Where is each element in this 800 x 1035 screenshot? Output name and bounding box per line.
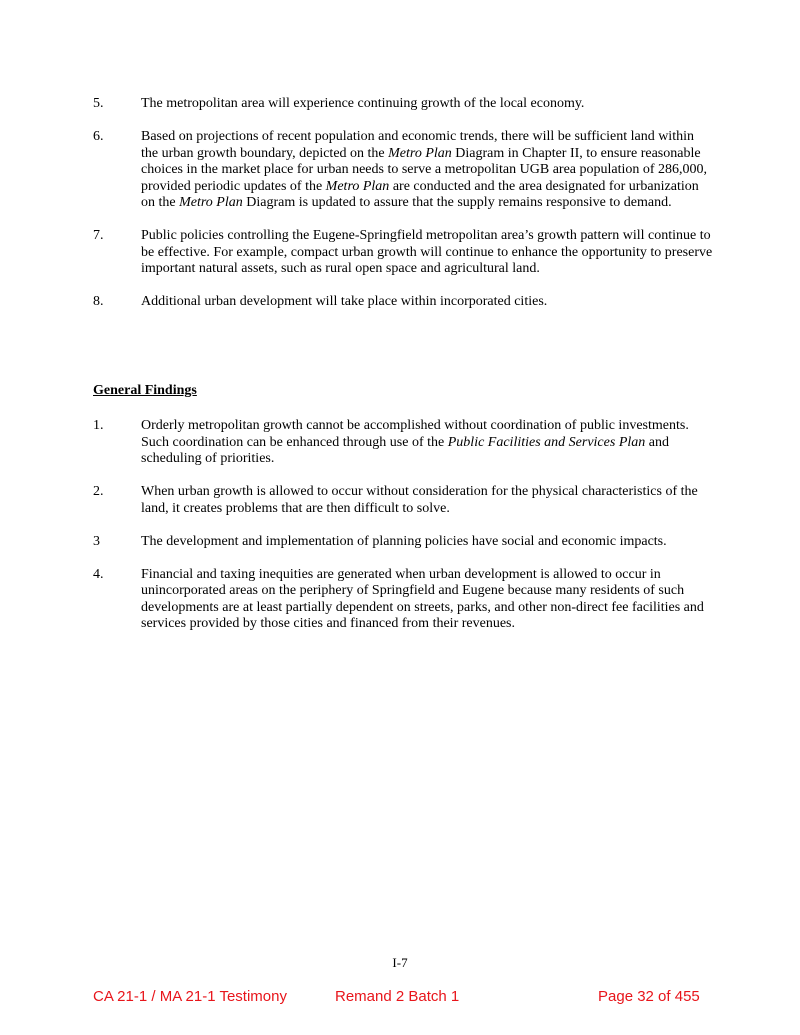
finding-item xyxy=(93,534,713,551)
finding-item xyxy=(93,567,713,633)
finding-item-number: 2. xyxy=(93,484,104,499)
finding-item-number: 4. xyxy=(93,566,104,582)
general-findings-list xyxy=(93,418,713,649)
footer-batch-label: Remand 2 Batch 1 xyxy=(335,988,460,1005)
finding-item-text: The development and implementation of planning policies have social and economic impacts. xyxy=(141,533,667,549)
page-number: I-7 xyxy=(392,955,408,970)
assumption-item-text: Based on projections of recent population and economic trends, there will be sufficient land within the urban growth boundary, depicted on the Metro Plan Diagram in Chapter II, to ensure reasonable choices in the market place for urban needs to serve a metropolitan UGB area population of 286,000, provided periodic updates of the Metro Plan are conducted and the area designated for urbanization on the Metro Plan Diagram is updated to assure that the supply remains responsive to demand. xyxy=(141,129,708,210)
assumption-item-number: 6. xyxy=(93,129,104,144)
assumption-item xyxy=(93,294,713,311)
assumptions-list xyxy=(93,96,713,327)
assumption-item xyxy=(93,96,713,113)
assumption-item-number: 8. xyxy=(93,294,104,309)
finding-item-text: Financial and taxing inequities are generated when urban development is allowed to occur in unincorporated areas on the periphery of Springfield and Eugene because many residents of such developments are at least partially dependent on streets, parks, and other non-direct fee facilities and services provided by those cities and financed from their revenues. xyxy=(141,566,704,631)
assumption-item xyxy=(93,228,713,278)
general-findings-heading: General Findings xyxy=(93,383,197,398)
assumption-item-text: Additional urban development will take place within incorporated cities. xyxy=(141,294,548,309)
assumption-item-text: The metropolitan area will experience continuing growth of the local economy. xyxy=(141,96,585,111)
finding-item xyxy=(93,418,713,468)
finding-item xyxy=(93,484,713,517)
assumption-item-text: Public policies controlling the Eugene-Springfield metropolitan area’s growth pattern will continue to be effective. For example, compact urban growth will continue to enhance the opportunity to preserve important natural assets, such as rural open space and agricultural land. xyxy=(141,228,713,276)
finding-item-number: 1. xyxy=(93,418,104,433)
finding-item-number: 3 xyxy=(93,533,100,549)
finding-item-text: When urban growth is allowed to occur without consideration for the physical characteristics of the land, it creates problems that are then difficult to solve. xyxy=(141,484,698,516)
finding-item-text: Orderly metropolitan growth cannot be accomplished without coordination of public investments. Such coordination can be enhanced through use of the Public Facilities and Services Plan and scheduling of priorities. xyxy=(141,418,689,466)
assumption-item xyxy=(93,129,713,212)
assumption-item-number: 5. xyxy=(93,96,104,111)
footer-case-label: CA 21-1 / MA 21-1 Testimony xyxy=(93,988,287,1005)
assumption-item-number: 7. xyxy=(93,228,104,243)
footer-page-count: Page 32 of 455 xyxy=(598,988,700,1005)
